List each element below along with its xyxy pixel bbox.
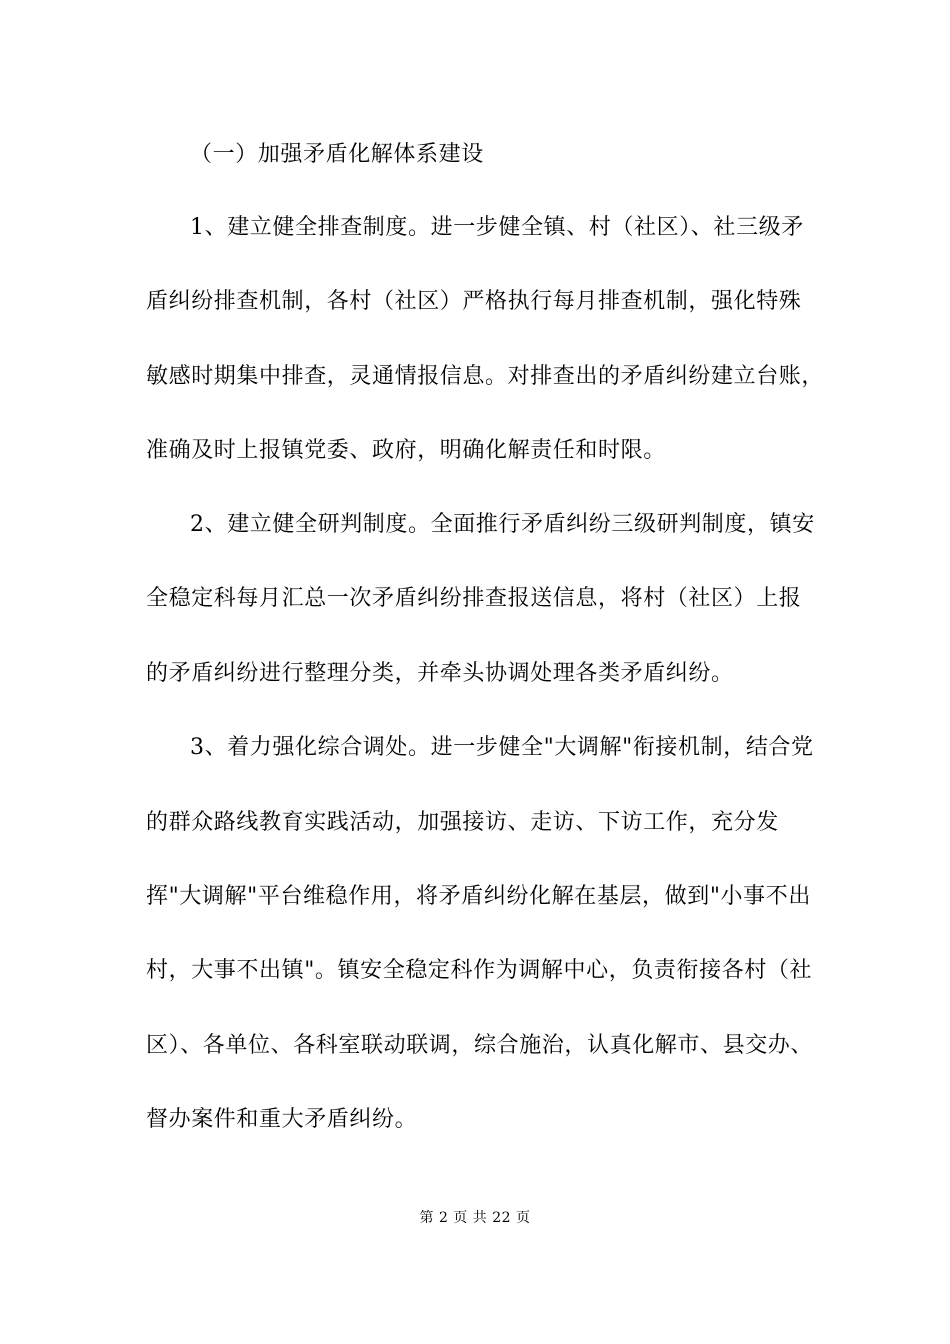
paragraph-line: 3、着力强化综合调处。进一步健全"大调解"衔接机制，结合党 [190, 735, 814, 760]
section-heading: （一）加强矛盾化解体系建设 [190, 142, 484, 167]
paragraph-line: 2、建立健全研判制度。全面推行矛盾纠纷三级研判制度，镇安 [190, 512, 815, 537]
paragraph-line: 挥"大调解"平台维稳作用，将矛盾纠纷化解在基层，做到"小事不出 [146, 884, 811, 909]
paragraph-line: 区）、各单位、各科室联动联调，综合施治，认真化解市、县交办、 [146, 1033, 814, 1058]
page-footer: 第 2 页 共 22 页 [419, 1210, 531, 1226]
paragraph-line: 敏感时期集中排查，灵通情报信息。对排查出的矛盾纠纷建立台账， [146, 364, 825, 389]
paragraph-line: 村，大事不出镇"。镇安全稳定科作为调解中心，负责衔接各村（社 [146, 958, 813, 983]
paragraph-line: 的群众路线教育实践活动，加强接访、走访、下访工作，充分发 [146, 810, 779, 835]
paragraph-line: 盾纠纷排查机制，各村（社区）严格执行每月排查机制，强化特殊 [146, 289, 802, 314]
paragraph-line: 的矛盾纠纷进行整理分类，并牵头协调处理各类矛盾纠纷。 [146, 661, 734, 686]
paragraph-line: 准确及时上报镇党委、政府，明确化解责任和时限。 [146, 438, 666, 463]
paragraph-line: 督办案件和重大矛盾纠纷。 [146, 1107, 418, 1132]
paragraph-line: 全稳定科每月汇总一次矛盾纠纷排查报送信息，将村（社区）上报 [146, 586, 802, 611]
paragraph-line: 1、建立健全排查制度。进一步健全镇、村（社区）、社三级矛 [190, 215, 804, 240]
